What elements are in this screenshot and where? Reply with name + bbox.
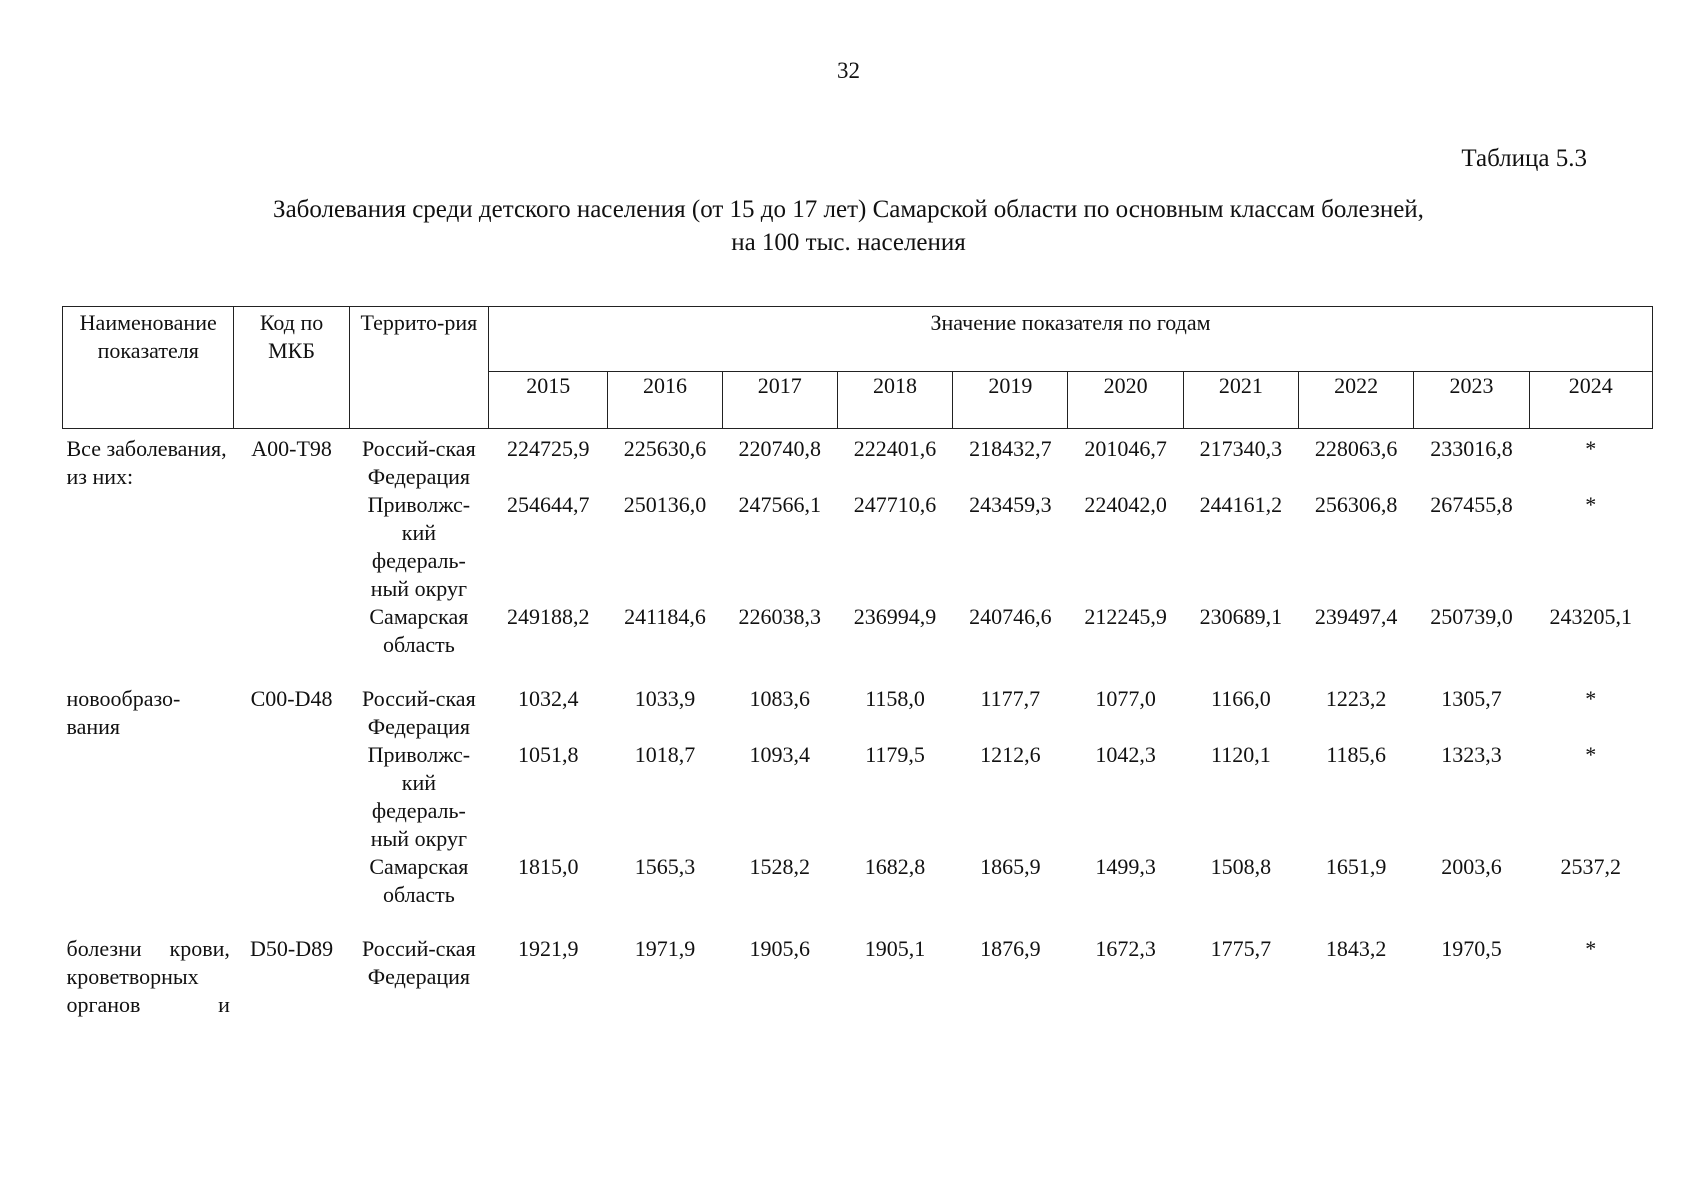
territory: Приволжс-кий федераль-ный округ (367, 492, 471, 601)
value-cell: 249188,2 (506, 604, 590, 629)
value-cell: 2537,2 (1560, 854, 1622, 879)
value-cell: 241184,6 (624, 604, 706, 629)
value-cell: 1051,8 (517, 742, 579, 767)
value-cell: 1672,3 (1095, 936, 1156, 961)
header-year: 2020 (1068, 371, 1183, 428)
value-cell: 1651,9 (1325, 854, 1387, 879)
value-cell: 1499,3 (1095, 854, 1156, 879)
value-cell: 243459,3 (969, 492, 1052, 517)
header-code: Код по МКБ (234, 307, 349, 429)
value-cell: 243205,1 (1549, 604, 1633, 629)
indicator-name: Все заболевания, из них: (66, 436, 227, 489)
icd-code: C00-D48 (250, 686, 333, 711)
value-cell: 250739,0 (1430, 604, 1513, 629)
header-values-group: Значение показателя по годам (489, 307, 1653, 372)
value-cell: 1177,7 (980, 686, 1041, 711)
value-cell: 1565,3 (634, 854, 696, 879)
value-cell: 1528,2 (749, 854, 811, 879)
value-cell: 230689,1 (1199, 604, 1283, 629)
icd-code: A00-T98 (251, 436, 332, 461)
value-cell: 1042,3 (1095, 742, 1156, 767)
value-cell: 1033,9 (634, 686, 696, 711)
value-cell: 1815,0 (517, 854, 579, 879)
territory: Россий-ская Федерация (362, 936, 476, 989)
value-cell: 1921,9 (517, 936, 579, 961)
indicator-name: болезни крови, кроветворных органов и (66, 936, 230, 1017)
value-cell: 1032,4 (517, 686, 579, 711)
table-title (0, 193, 1697, 259)
territory: Самарская область (369, 604, 469, 657)
header-year: 2021 (1183, 371, 1298, 428)
table-title-line-1: Заболевания среди детского населения (от 15 до 17 лет) Самарской области по основным классам болезней, (273, 196, 1424, 223)
value-cell: 201046,7 (1084, 436, 1167, 461)
value-cell: 244161,2 (1199, 492, 1283, 517)
table-title-line-2: на 100 тыс. населения (731, 229, 966, 256)
value-cell: 267455,8 (1430, 492, 1513, 517)
value-cell: 1120,1 (1211, 742, 1271, 767)
value-cell: 1970,5 (1441, 936, 1502, 961)
value-cell: 218432,7 (969, 436, 1052, 461)
value-cell: 254644,7 (506, 492, 590, 517)
value-cell: 1323,3 (1441, 742, 1502, 767)
value-cell: 1905,1 (864, 936, 926, 961)
value-cell: 228063,6 (1314, 436, 1398, 461)
value-cell: 256306,8 (1314, 492, 1398, 517)
value-cell: 225630,6 (623, 436, 707, 461)
page-number: 32 (837, 58, 860, 83)
value-cell: 239497,4 (1314, 604, 1398, 629)
territory: Россий-ская Федерация (362, 436, 476, 489)
value-cell: 1083,6 (749, 686, 811, 711)
value-cell: * (1585, 936, 1597, 961)
value-cell: 1843,2 (1325, 936, 1387, 961)
table-row (63, 685, 1653, 741)
header-territory: Террито-рия (349, 307, 488, 429)
header-year: 2018 (837, 371, 952, 428)
value-cell: 2003,6 (1441, 854, 1502, 879)
table-header (63, 307, 1653, 429)
value-cell: 220740,8 (738, 436, 822, 461)
value-cell: 1166,0 (1211, 686, 1271, 711)
table-body (63, 429, 1653, 1020)
value-cell: 250136,0 (623, 492, 707, 517)
header-year: 2023 (1414, 371, 1529, 428)
disease-table (62, 306, 1653, 1019)
value-cell: 1212,6 (980, 742, 1041, 767)
value-cell: 224725,9 (506, 436, 590, 461)
value-cell: 1305,7 (1441, 686, 1502, 711)
value-cell: 1865,9 (980, 854, 1041, 879)
territory: Россий-ская Федерация (362, 686, 476, 739)
value-cell: 1093,4 (749, 742, 811, 767)
value-cell: 1508,8 (1210, 854, 1272, 879)
value-cell: 247710,6 (853, 492, 937, 517)
group-spacer (63, 909, 1653, 935)
header-year: 2015 (489, 371, 608, 428)
header-year: 2024 (1529, 371, 1652, 428)
value-cell: * (1585, 686, 1597, 711)
group-spacer (63, 659, 1653, 685)
value-cell: 1185,6 (1326, 742, 1387, 767)
value-cell: 233016,8 (1430, 436, 1513, 461)
header-year: 2016 (608, 371, 722, 428)
value-cell: 1179,5 (865, 742, 925, 767)
value-cell: 1682,8 (864, 854, 926, 879)
table-row (63, 935, 1653, 1019)
value-cell: 212245,9 (1084, 604, 1167, 629)
header-year: 2017 (722, 371, 837, 428)
value-cell: 224042,0 (1084, 492, 1167, 517)
header-year: 2019 (953, 371, 1068, 428)
table-row (63, 429, 1653, 492)
value-cell: 1018,7 (634, 742, 696, 767)
value-cell: 1158,0 (865, 686, 925, 711)
value-cell: 1775,7 (1210, 936, 1272, 961)
value-cell: 236994,9 (853, 604, 937, 629)
value-cell: 1223,2 (1325, 686, 1387, 711)
value-cell: * (1585, 492, 1597, 517)
value-cell: * (1585, 436, 1597, 461)
territory: Самарская область (369, 854, 469, 907)
header-name: Наименование показателя (63, 307, 234, 429)
value-cell: 1876,9 (980, 936, 1041, 961)
value-cell: 222401,6 (853, 436, 937, 461)
header-row (63, 307, 1653, 372)
table-label: Таблица 5.3 (1461, 145, 1587, 172)
value-cell: 1971,9 (634, 936, 696, 961)
icd-code: D50-D89 (250, 936, 334, 961)
value-cell: 1905,6 (749, 936, 811, 961)
indicator-name: новообразо-вания (66, 686, 181, 739)
value-cell: 240746,6 (969, 604, 1052, 629)
header-year: 2022 (1299, 371, 1414, 428)
territory: Приволжс-кий федераль-ный округ (367, 742, 471, 851)
value-cell: * (1585, 742, 1597, 767)
value-cell: 217340,3 (1199, 436, 1283, 461)
value-cell: 1077,0 (1095, 686, 1156, 711)
value-cell: 226038,3 (738, 604, 822, 629)
value-cell: 247566,1 (738, 492, 822, 517)
